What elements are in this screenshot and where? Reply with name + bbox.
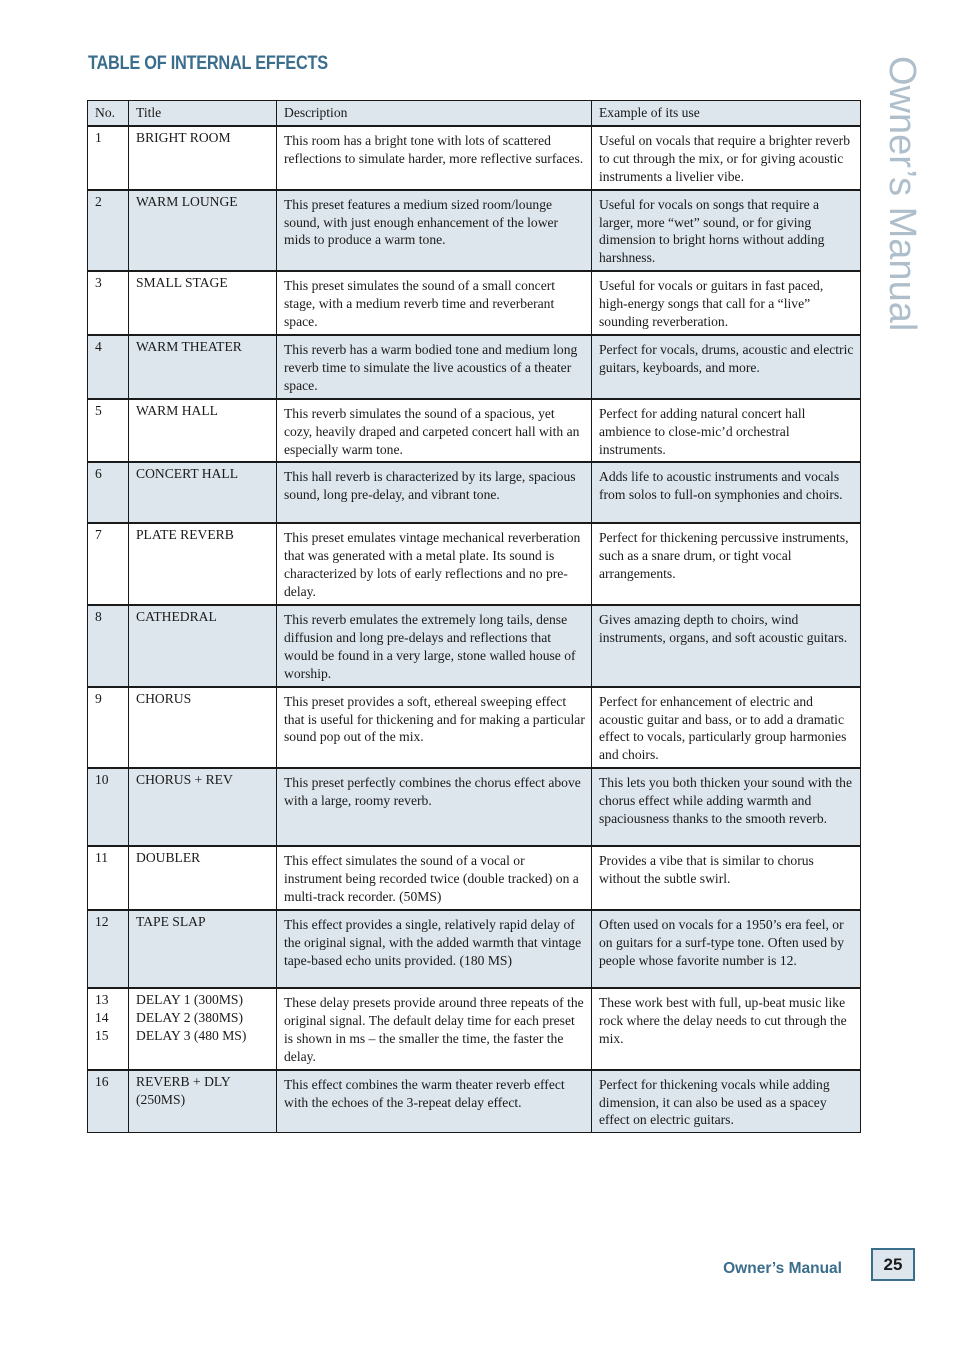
effect-use: Provides a vibe that is similar to chorus without the subtle swirl. bbox=[599, 853, 814, 887]
effect-title: DELAY 1 (300MS) DELAY 2 (380MS) DELAY 3 (480 MS) bbox=[136, 992, 247, 1043]
table-row bbox=[88, 399, 861, 463]
effect-number: 11 bbox=[95, 850, 109, 866]
effect-title: BRIGHT ROOM bbox=[136, 129, 231, 145]
column-header-no: No. bbox=[88, 101, 129, 126]
effect-title-cell bbox=[129, 605, 277, 687]
effect-number-cell bbox=[88, 335, 129, 399]
effect-title: SMALL STAGE bbox=[136, 275, 228, 291]
effect-number-cell bbox=[88, 523, 129, 605]
effect-use: Useful for vocals on songs that require a larger, more “wet” sound, or for giving dimension to bright horns without adding harshness. bbox=[599, 196, 825, 266]
effect-title-cell bbox=[129, 988, 277, 1070]
effect-title: WARM LOUNGE bbox=[136, 193, 238, 209]
table-row bbox=[88, 910, 861, 988]
effect-number-cell bbox=[88, 271, 129, 335]
effect-use: Perfect for thickening percussive instruments, such as a snare drum, or tight vocal arrangements. bbox=[599, 530, 849, 582]
effect-number: 8 bbox=[95, 609, 102, 625]
effect-description: This hall reverb is characterized by its large, spacious sound, long pre-delay, and vibrant tone. bbox=[284, 469, 576, 503]
effect-number: 9 bbox=[95, 690, 102, 706]
effect-use-cell bbox=[592, 399, 861, 463]
effect-number: 7 bbox=[95, 527, 102, 543]
effect-number-cell bbox=[88, 1070, 129, 1133]
effect-title-cell bbox=[129, 126, 277, 190]
effect-use-cell bbox=[592, 605, 861, 687]
effect-description: This effect provides a single, relatively rapid delay of the original signal, with the added warmth that vintage tape-based echo units provided. (180 MS) bbox=[284, 917, 582, 968]
effect-description: This preset provides a soft, ethereal sweeping effect that is useful for thickening and for making a particular sound pop out of the mix. bbox=[284, 693, 585, 745]
effect-use: Gives amazing depth to choirs, wind instruments, organs, and soft acoustic guitars. bbox=[599, 612, 848, 645]
effect-number: 13 14 15 bbox=[95, 992, 109, 1043]
table-row bbox=[88, 988, 861, 1070]
effect-use: Often used on vocals for a 1950’s era feel, or on guitars for a surf-type tone. Often used by people whose favorite number is 12. bbox=[599, 917, 844, 968]
effect-description-cell bbox=[277, 988, 592, 1070]
table-row bbox=[88, 1070, 861, 1133]
effect-title-cell bbox=[129, 335, 277, 399]
effect-title: PLATE REVERB bbox=[136, 527, 234, 543]
effect-use-cell bbox=[592, 462, 861, 523]
effect-use-cell bbox=[592, 126, 861, 190]
effect-title-cell bbox=[129, 462, 277, 523]
effect-use: Perfect for vocals, drums, acoustic and electric guitars, keyboards, and more. bbox=[599, 341, 854, 375]
effect-use-cell bbox=[592, 523, 861, 605]
effect-title: REVERB + DLY (250MS) bbox=[136, 1073, 231, 1107]
effect-title-cell bbox=[129, 1070, 277, 1133]
table-row bbox=[88, 523, 861, 605]
table-header-row bbox=[88, 101, 861, 126]
effect-use-cell bbox=[592, 768, 861, 846]
effect-number: 12 bbox=[95, 914, 109, 929]
effect-number: 4 bbox=[95, 338, 102, 354]
effect-description-cell bbox=[277, 1070, 592, 1133]
effect-title-cell bbox=[129, 910, 277, 988]
page-number: 25 bbox=[871, 1248, 915, 1281]
table-row bbox=[88, 271, 861, 335]
effect-use-cell bbox=[592, 190, 861, 272]
effect-use: Perfect for enhancement of electric and acoustic guitar and bass, or to add a dramatic effect to vocals, particularly group harmonies and choirs. bbox=[599, 693, 847, 763]
column-header-use: Example of its use bbox=[592, 101, 861, 126]
effect-description-cell bbox=[277, 768, 592, 846]
effect-description-cell bbox=[277, 462, 592, 523]
page-heading: TABLE OF INTERNAL EFFECTS bbox=[88, 53, 328, 74]
effect-description-cell bbox=[277, 399, 592, 463]
effect-number: 3 bbox=[95, 275, 102, 291]
effect-number-cell bbox=[88, 846, 129, 910]
effect-description-cell bbox=[277, 605, 592, 687]
table-row bbox=[88, 335, 861, 399]
effect-description: This preset emulates vintage mechanical reverberation that was generated with a metal plate. Its sound is characterized by lots of early reflections and no pre-delay. bbox=[284, 530, 581, 600]
effect-description: This reverb has a warm bodied tone and medium long reverb time to simulate the live acoustics of a theater space. bbox=[284, 341, 578, 393]
effect-number: 6 bbox=[95, 466, 102, 482]
effect-use: Perfect for thickening vocals while adding dimension, it can also be used as a spacey effect on electric guitars. bbox=[599, 1076, 830, 1128]
effect-use-cell bbox=[592, 687, 861, 769]
effect-use-cell bbox=[592, 846, 861, 910]
table-row bbox=[88, 126, 861, 190]
effect-title: TAPE SLAP bbox=[136, 914, 206, 929]
effect-use: These work best with full, up-beat music like rock where the delay needs to cut through the mix. bbox=[599, 995, 847, 1046]
effect-description: This preset features a medium sized room/lounge sound, with just enough enhancement of the lower mids to produce a warm tone. bbox=[284, 196, 559, 248]
footer-label: Owner’s Manual bbox=[723, 1260, 842, 1277]
effect-description: This reverb emulates the extremely long tails, dense diffusion and long pre-delays and reflections that would be found in a very large, stone walled house of worship. bbox=[284, 612, 576, 681]
table-row bbox=[88, 846, 861, 910]
effect-use-cell bbox=[592, 910, 861, 988]
effect-title-cell bbox=[129, 768, 277, 846]
table-row bbox=[88, 768, 861, 846]
effect-use: Useful for vocals or guitars in fast paced, high-energy songs that call for a “live” sounding reverberation. bbox=[599, 278, 824, 330]
effect-title: CHORUS bbox=[136, 690, 192, 706]
effect-description: This room has a bright tone with lots of scattered reflections to simulate harder, more reflective surfaces. bbox=[284, 132, 584, 166]
effect-number-cell bbox=[88, 988, 129, 1070]
effect-number-cell bbox=[88, 399, 129, 463]
effect-description: This effect simulates the sound of a vocal or instrument being recorded twice (double tracked) on a multi-track recorder. (50MS) bbox=[284, 853, 579, 905]
effect-use: Useful on vocals that require a brighter reverb to cut through the mix, or for giving acoustic instruments a livelier vibe. bbox=[599, 132, 851, 184]
effect-use-cell bbox=[592, 988, 861, 1070]
effect-number-cell bbox=[88, 126, 129, 190]
effect-use: Adds life to acoustic instruments and vocals from solos to full-on symphonies and choirs. bbox=[599, 469, 843, 503]
effect-description-cell bbox=[277, 846, 592, 910]
effect-description: This effect combines the warm theater reverb effect with the echoes of the 3-repeat delay effect. bbox=[284, 1076, 565, 1110]
side-title: Owner’s Manual bbox=[881, 56, 923, 332]
effect-use: This lets you both thicken your sound with the chorus effect while adding warmth and spaciousness thanks to the smooth reverb. bbox=[599, 775, 852, 827]
effect-description: These delay presets provide around three repeats of the original signal. The default delay time for each preset is shown in ms – the smaller the time, the faster the delay. bbox=[284, 995, 584, 1064]
effects-table bbox=[87, 100, 861, 1133]
effect-title-cell bbox=[129, 523, 277, 605]
effect-description-cell bbox=[277, 910, 592, 988]
effect-use-cell bbox=[592, 335, 861, 399]
effect-description-cell bbox=[277, 271, 592, 335]
effect-number: 2 bbox=[95, 193, 102, 209]
effect-description-cell bbox=[277, 687, 592, 769]
effect-title: CONCERT HALL bbox=[136, 466, 239, 482]
effect-number: 10 bbox=[95, 772, 109, 788]
effect-description-cell bbox=[277, 190, 592, 272]
effect-number: 1 bbox=[95, 129, 102, 145]
effect-title-cell bbox=[129, 190, 277, 272]
effect-use-cell bbox=[592, 271, 861, 335]
effect-title-cell bbox=[129, 687, 277, 769]
effect-number: 5 bbox=[95, 402, 102, 418]
table-row bbox=[88, 462, 861, 523]
effect-title-cell bbox=[129, 271, 277, 335]
effect-number-cell bbox=[88, 605, 129, 687]
effect-description-cell bbox=[277, 523, 592, 605]
effect-number-cell bbox=[88, 687, 129, 769]
effect-use-cell bbox=[592, 1070, 861, 1133]
effect-description-cell bbox=[277, 126, 592, 190]
table-row bbox=[88, 687, 861, 769]
effect-use: Perfect for adding natural concert hall ambience to close-mic’d orchestral instruments. bbox=[599, 405, 806, 457]
effect-description-cell bbox=[277, 335, 592, 399]
effect-number-cell bbox=[88, 190, 129, 272]
effect-number: 16 bbox=[95, 1073, 109, 1089]
effect-description: This reverb simulates the sound of a spacious, yet cozy, heavily draped and carpeted concert hall with an especially warm tone. bbox=[284, 405, 580, 457]
effect-description: This preset perfectly combines the chorus effect above with a large, roomy reverb. bbox=[284, 775, 581, 809]
effect-number-cell bbox=[88, 768, 129, 846]
column-header-description: Description bbox=[277, 101, 592, 126]
table-row bbox=[88, 605, 861, 687]
effect-number-cell bbox=[88, 910, 129, 988]
table-row bbox=[88, 190, 861, 272]
effect-title: CATHEDRAL bbox=[136, 609, 217, 625]
effect-title: WARM THEATER bbox=[136, 338, 242, 354]
effect-title: CHORUS + REV bbox=[136, 772, 233, 788]
effect-number-cell bbox=[88, 462, 129, 523]
effect-title-cell bbox=[129, 399, 277, 463]
effect-title: DOUBLER bbox=[136, 850, 201, 866]
effect-title-cell bbox=[129, 846, 277, 910]
effect-title: WARM HALL bbox=[136, 402, 218, 418]
effect-description: This preset simulates the sound of a small concert stage, with a medium reverb time and reverberant space. bbox=[284, 278, 556, 330]
column-header-title: Title bbox=[129, 101, 277, 126]
